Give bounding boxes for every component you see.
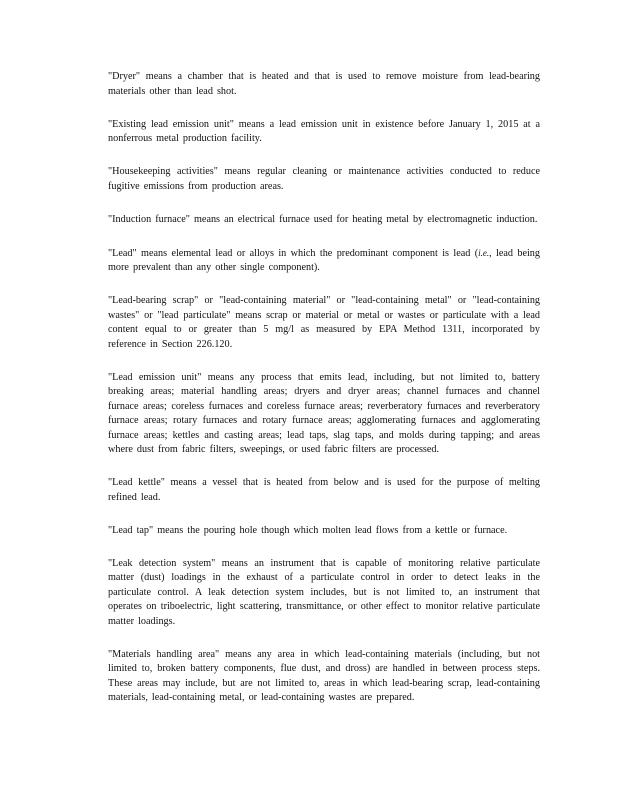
definition-term: "Induction furnace": [108, 213, 190, 225]
definition-term: "Lead kettle": [108, 477, 165, 488]
definition-term: "Lead-bearing scrap": [108, 295, 199, 306]
definition-lead-tap: [108, 524, 540, 539]
definition-lead-kettle: [108, 476, 540, 505]
definition-term: "Lead tap": [108, 524, 154, 536]
definition-term: "Materials handling area": [108, 648, 220, 660]
definition-text: means the pouring hole though which molten lead flows from a kettle or furnace.: [153, 524, 508, 536]
definition-term: "Leak detection system": [108, 557, 216, 569]
definition-term: "Lead": [108, 247, 137, 259]
definition-lead: [108, 246, 540, 276]
definition-text: or "lead-containing material" or "lead-containing metal" or "lead-containing wastes" or "lead particulate" means scrap or material or metal or wastes or particulate with a lead content equal to or greater than 5 mg/l as measured by EPA Method 1311, incorporated by reference in Section 226.120.: [108, 295, 541, 350]
definition-term: "Lead emission unit": [108, 371, 202, 383]
definition-term: "Existing lead emission unit": [108, 118, 234, 130]
definition-materials-handling-area: [108, 648, 540, 706]
definition-text: means regular cleaning or maintenance activities conducted to reduce fugitive emissions from production areas.: [108, 166, 540, 192]
definition-existing-lead-emission-unit: [108, 118, 540, 147]
definition-text: means a vessel that is heated from below and is used for the purpose of melting refined lead.: [108, 477, 540, 503]
definition-text: means an electrical furnace used for heating metal by electromagnetic induction.: [189, 213, 538, 225]
document-page: [108, 70, 540, 706]
definition-leak-detection-system: [108, 557, 540, 630]
definition-text: means a chamber that is heated and that is used to remove moisture from lead-bearing materials other than lead shot.: [108, 71, 540, 97]
definition-housekeeping-activities: [108, 165, 540, 194]
definition-text: means any area in which lead-containing materials (including, but not limited to, broken battery components, flue dust, and dross) are handled in between process steps. These areas may include, but are not limited to, areas in which lead-bearing scrap, lead-containing materials, lead-containing metal, or lead-containing wastes are prepared.: [108, 648, 540, 703]
definition-text: means any process that emits lead, including, but not limited to, battery breaking areas; material handling areas; dryers and dryer areas; channel furnaces and channel furnace areas; coreless furnaces and coreless furnace areas; reverberatory furnaces and reverberatory furnace areas; rotary furnaces and rotary furnace areas; agglomerating furnaces and agglomerating furnace areas; kettles and casting areas; lead taps, slag taps, and molds during tapping; and areas where dust from fabric filters, sweepings, or used fabric filters are processed.: [108, 371, 540, 455]
definition-text: means an instrument that is capable of monitoring relative particulate matter (dust) loadings in the exhaust of a particulate control in order to detect leaks in the particulate control. A leak detection system includes, but is not limited to, an instrument that operates on triboelectric, light scattering, transmittance, or other effect to monitor relative particulate matter loadings.: [108, 557, 540, 627]
definition-abbreviation: i.e.: [478, 247, 490, 258]
definition-term: "Housekeeping activities": [108, 166, 218, 177]
definition-text-continued: , lead being more prevalent than any other single component).: [108, 247, 540, 273]
definition-lead-bearing-scrap: [108, 294, 540, 352]
definition-text: means elemental lead or alloys in which the predominant component is lead (: [136, 247, 479, 259]
definition-text: means a lead emission unit in existence before January 1, 2015 at a nonferrous metal production facility.: [108, 118, 540, 144]
definition-dryer: [108, 70, 540, 99]
definition-lead-emission-unit: [108, 371, 540, 458]
definition-induction-furnace: [108, 213, 540, 228]
definition-term: "Dryer": [108, 71, 141, 82]
